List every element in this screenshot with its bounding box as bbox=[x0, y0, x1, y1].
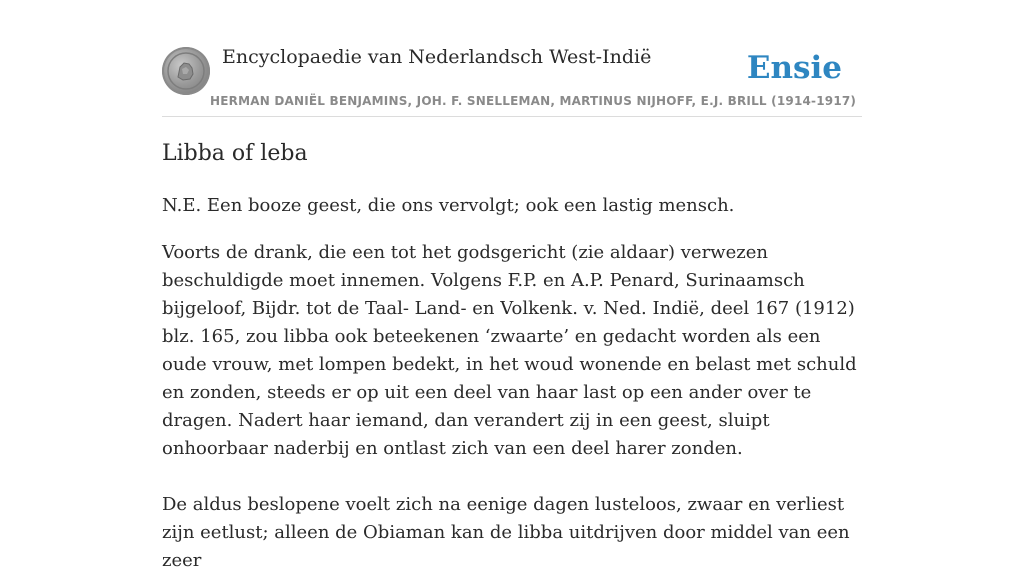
brand-logo[interactable]: Ensie bbox=[746, 50, 842, 86]
coin-seal-icon[interactable] bbox=[162, 47, 210, 95]
article-title: Libba of leba bbox=[162, 141, 308, 166]
article-paragraph: N.E. Een booze geest, die ons vervolgt; ook een lastig mensch. bbox=[162, 195, 735, 216]
article-paragraph: Voorts de drank, die een tot het godsgericht (zie aldaar) verwezen beschuldigde moet innemen. Volgens F.P. en A.P. Penard, Surinaamsch bijgeloof, Bijdr. tot de Taal- Land- en Volkenk. v. Ned. Indië, deel 167 (1912) blz. 165, zou libba ook beteekenen ‘zwaarte’ en gedacht worden als een oude vrouw, met lompen bedekt, in het woud wonende en belast met schuld en zonden, steeds er op uit een deel van haar last op een ander over te dragen. Nadert haar iemand, dan verandert zij in een geest, sluipt onhoorbaar naderbij en ontlast zich van een deel harer zonden. bbox=[162, 242, 857, 459]
article-paragraph: De aldus beslopene voelt zich na eenige dagen lusteloos, zwaar en verliest zijn eetlust; alleen de Obiaman kan de libba uitdrijven door middel van een zeer bbox=[162, 494, 850, 571]
site-header bbox=[162, 44, 862, 117]
book-authors: HERMAN DANIËL BENJAMINS, JOH. F. SNELLEMAN, MARTINUS NIJHOFF, E.J. BRILL (1914-1917) bbox=[210, 94, 857, 108]
book-title[interactable]: Encyclopaedie van Nederlandsch West-Indië bbox=[222, 46, 652, 68]
article-body bbox=[162, 192, 867, 575]
